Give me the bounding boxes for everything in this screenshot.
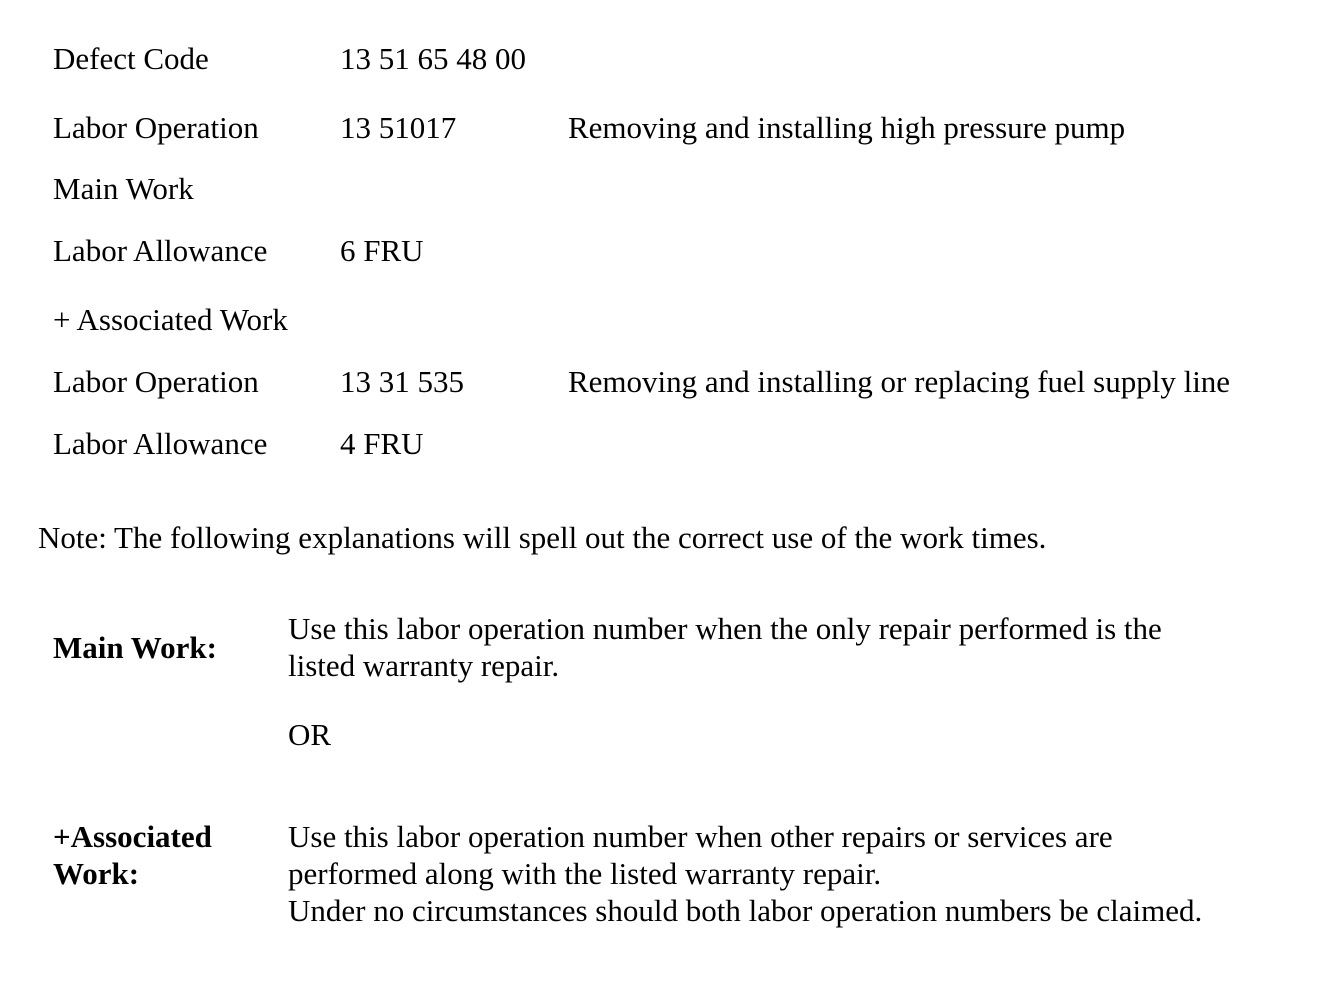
main-work-heading: Main Work [53, 171, 194, 206]
associated-work-heading: + Associated Work [53, 302, 288, 337]
main-work-explanation-line: listed warranty repair. [288, 648, 560, 683]
associated-labor-operation-number: 13 31 535 [340, 364, 464, 399]
associated-work-explanation-label [53, 818, 212, 892]
main-labor-operation-description: Removing and installing high pressure pump [568, 110, 1126, 145]
main-labor-allowance-label: Labor Allowance [53, 233, 268, 268]
associated-labor-allowance-label: Labor Allowance [53, 426, 268, 461]
main-work-explanation-label: Main Work: [53, 630, 217, 665]
associated-work-label-line: Work: [53, 856, 140, 891]
main-labor-operation-number: 13 51017 [340, 110, 457, 145]
defect-code-label: Defect Code [53, 41, 209, 76]
or-separator: OR [288, 717, 332, 752]
associated-labor-allowance-value: 4 FRU [340, 426, 424, 461]
associated-work-explanation-line: Use this labor operation number when other repairs or services are [288, 819, 1113, 854]
associated-work-explanation-line: performed along with the listed warranty repair. [288, 856, 882, 891]
main-labor-operation-label: Labor Operation [53, 110, 259, 145]
main-work-explanation-text [288, 610, 1162, 684]
associated-work-explanation-text [288, 818, 1202, 929]
associated-labor-operation-description: Removing and installing or replacing fuel supply line [568, 364, 1231, 399]
associated-work-explanation-line: Under no circumstances should both labor operation numbers be claimed. [288, 893, 1203, 928]
note-text: Note: The following explanations will spell out the correct use of the work times. [38, 520, 1047, 555]
defect-code-value: 13 51 65 48 00 [340, 41, 526, 76]
main-work-explanation-line: Use this labor operation number when the only repair performed is the [288, 611, 1162, 646]
main-labor-allowance-value: 6 FRU [340, 233, 424, 268]
associated-work-label-line: +Associated [53, 819, 212, 854]
associated-labor-operation-label: Labor Operation [53, 364, 259, 399]
